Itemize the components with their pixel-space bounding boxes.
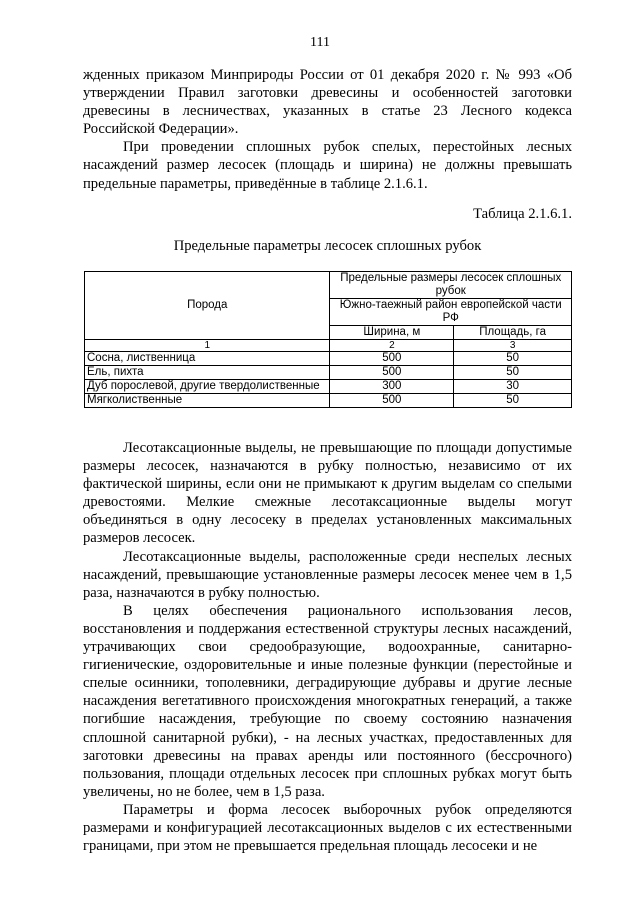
page-number: 111 <box>310 35 330 50</box>
table-number: Таблица 2.1.6.1. <box>473 206 572 222</box>
parameters-table <box>84 271 572 408</box>
table-row <box>85 366 572 380</box>
cell-area: 50 <box>454 352 572 366</box>
column-number: 2 <box>330 340 454 352</box>
cell-width: 500 <box>330 394 454 408</box>
table-title: Предельные параметры лесосек сплошных рубок <box>173 238 482 254</box>
body-text-top <box>83 66 572 193</box>
paragraph: Лесотаксационные выделы, расположенные среди неспелых лесных насаждений, превышающие установленные размеры лесосек менее чем в 1,5 раза, назначаются в рубку полностью. <box>83 548 572 601</box>
cell-width: 500 <box>330 366 454 380</box>
cell-width: 300 <box>330 380 454 394</box>
cell-area: 50 <box>454 394 572 408</box>
cell-area: 50 <box>454 366 572 380</box>
paragraph-before-table: При проведении сплошных рубок спелых, перестойных лесных насаждений размер лесосек (площадь и ширина) не должны превышать предельные параметры, приведённые в таблице 2.1.6.1. <box>83 139 572 192</box>
header-width: Ширина, м <box>330 326 454 340</box>
intro-paragraph: жденных приказом Минприроды России от 01 декабря 2020 г. № 993 «Об утверждении Правил заготовки древесины и особенностей заготовки древесины в лесничествах, указанных в статье 23 Лесного кодекса Российской Федерации». <box>83 67 572 138</box>
header-group: Предельные размеры лесосек сплошных рубок <box>330 272 572 299</box>
cell-area: 30 <box>454 380 572 394</box>
column-number: 3 <box>454 340 572 352</box>
cell-species: Ель, пихта <box>85 366 330 380</box>
paragraph: Лесотаксационные выделы, не превышающие по площади допустимые размеры лесосек, назначаются в рубку полностью, независимо от их фактической ширины, если они не примыкают к другим выделам со спелыми древостоями. Мелкие смежные лесотаксационные выделы могут объединяться в одну лесосеку в пределах установленных максимальных размеров лесосек. <box>83 440 572 547</box>
body-text-bottom <box>83 439 572 855</box>
column-number-row <box>85 340 572 352</box>
header-species: Порода <box>85 272 330 340</box>
paragraph: В целях обеспечения рационального использования лесов, восстановления и поддержания естественной структуры лесных насаждений, утрачивающих свои средообразующие, водоохранные, санитарно-гигиенические, оздоровительные и иные полезные функции (перестойные и спелые осинники, тополевники, деградирующие дубравы и другие лесные насаждения вегетативного происхождения многократных генераций, а также погибшие насаждения, требующие по своему состоянию назначения сплошной санитарной рубки), - на лесных участках, предоставленных для заготовки древесины на правах аренды или постоянного (бессрочного) пользования, площади отдельных лесосек при сплошных рубках могут быть увеличены, но не более, чем в 1,5 раза. <box>83 602 572 800</box>
table-row <box>85 380 572 394</box>
column-number: 1 <box>85 340 330 352</box>
paragraph: Параметры и форма лесосек выборочных рубок определяются размерами и конфигурацией лесотаксационных выделов с их естественными границами, при этом не превышается предельная площадь лесосеки и не <box>83 801 572 855</box>
table-row <box>85 394 572 408</box>
cell-width: 500 <box>330 352 454 366</box>
header-area: Площадь, га <box>454 326 572 340</box>
cell-species: Дуб порослевой, другие твердолиственные <box>85 380 330 394</box>
cell-species: Мягколиственные <box>85 394 330 408</box>
header-region: Южно-таежный район европейской части РФ <box>330 299 572 326</box>
cell-species: Сосна, лиственница <box>85 352 330 366</box>
table-row <box>85 352 572 366</box>
